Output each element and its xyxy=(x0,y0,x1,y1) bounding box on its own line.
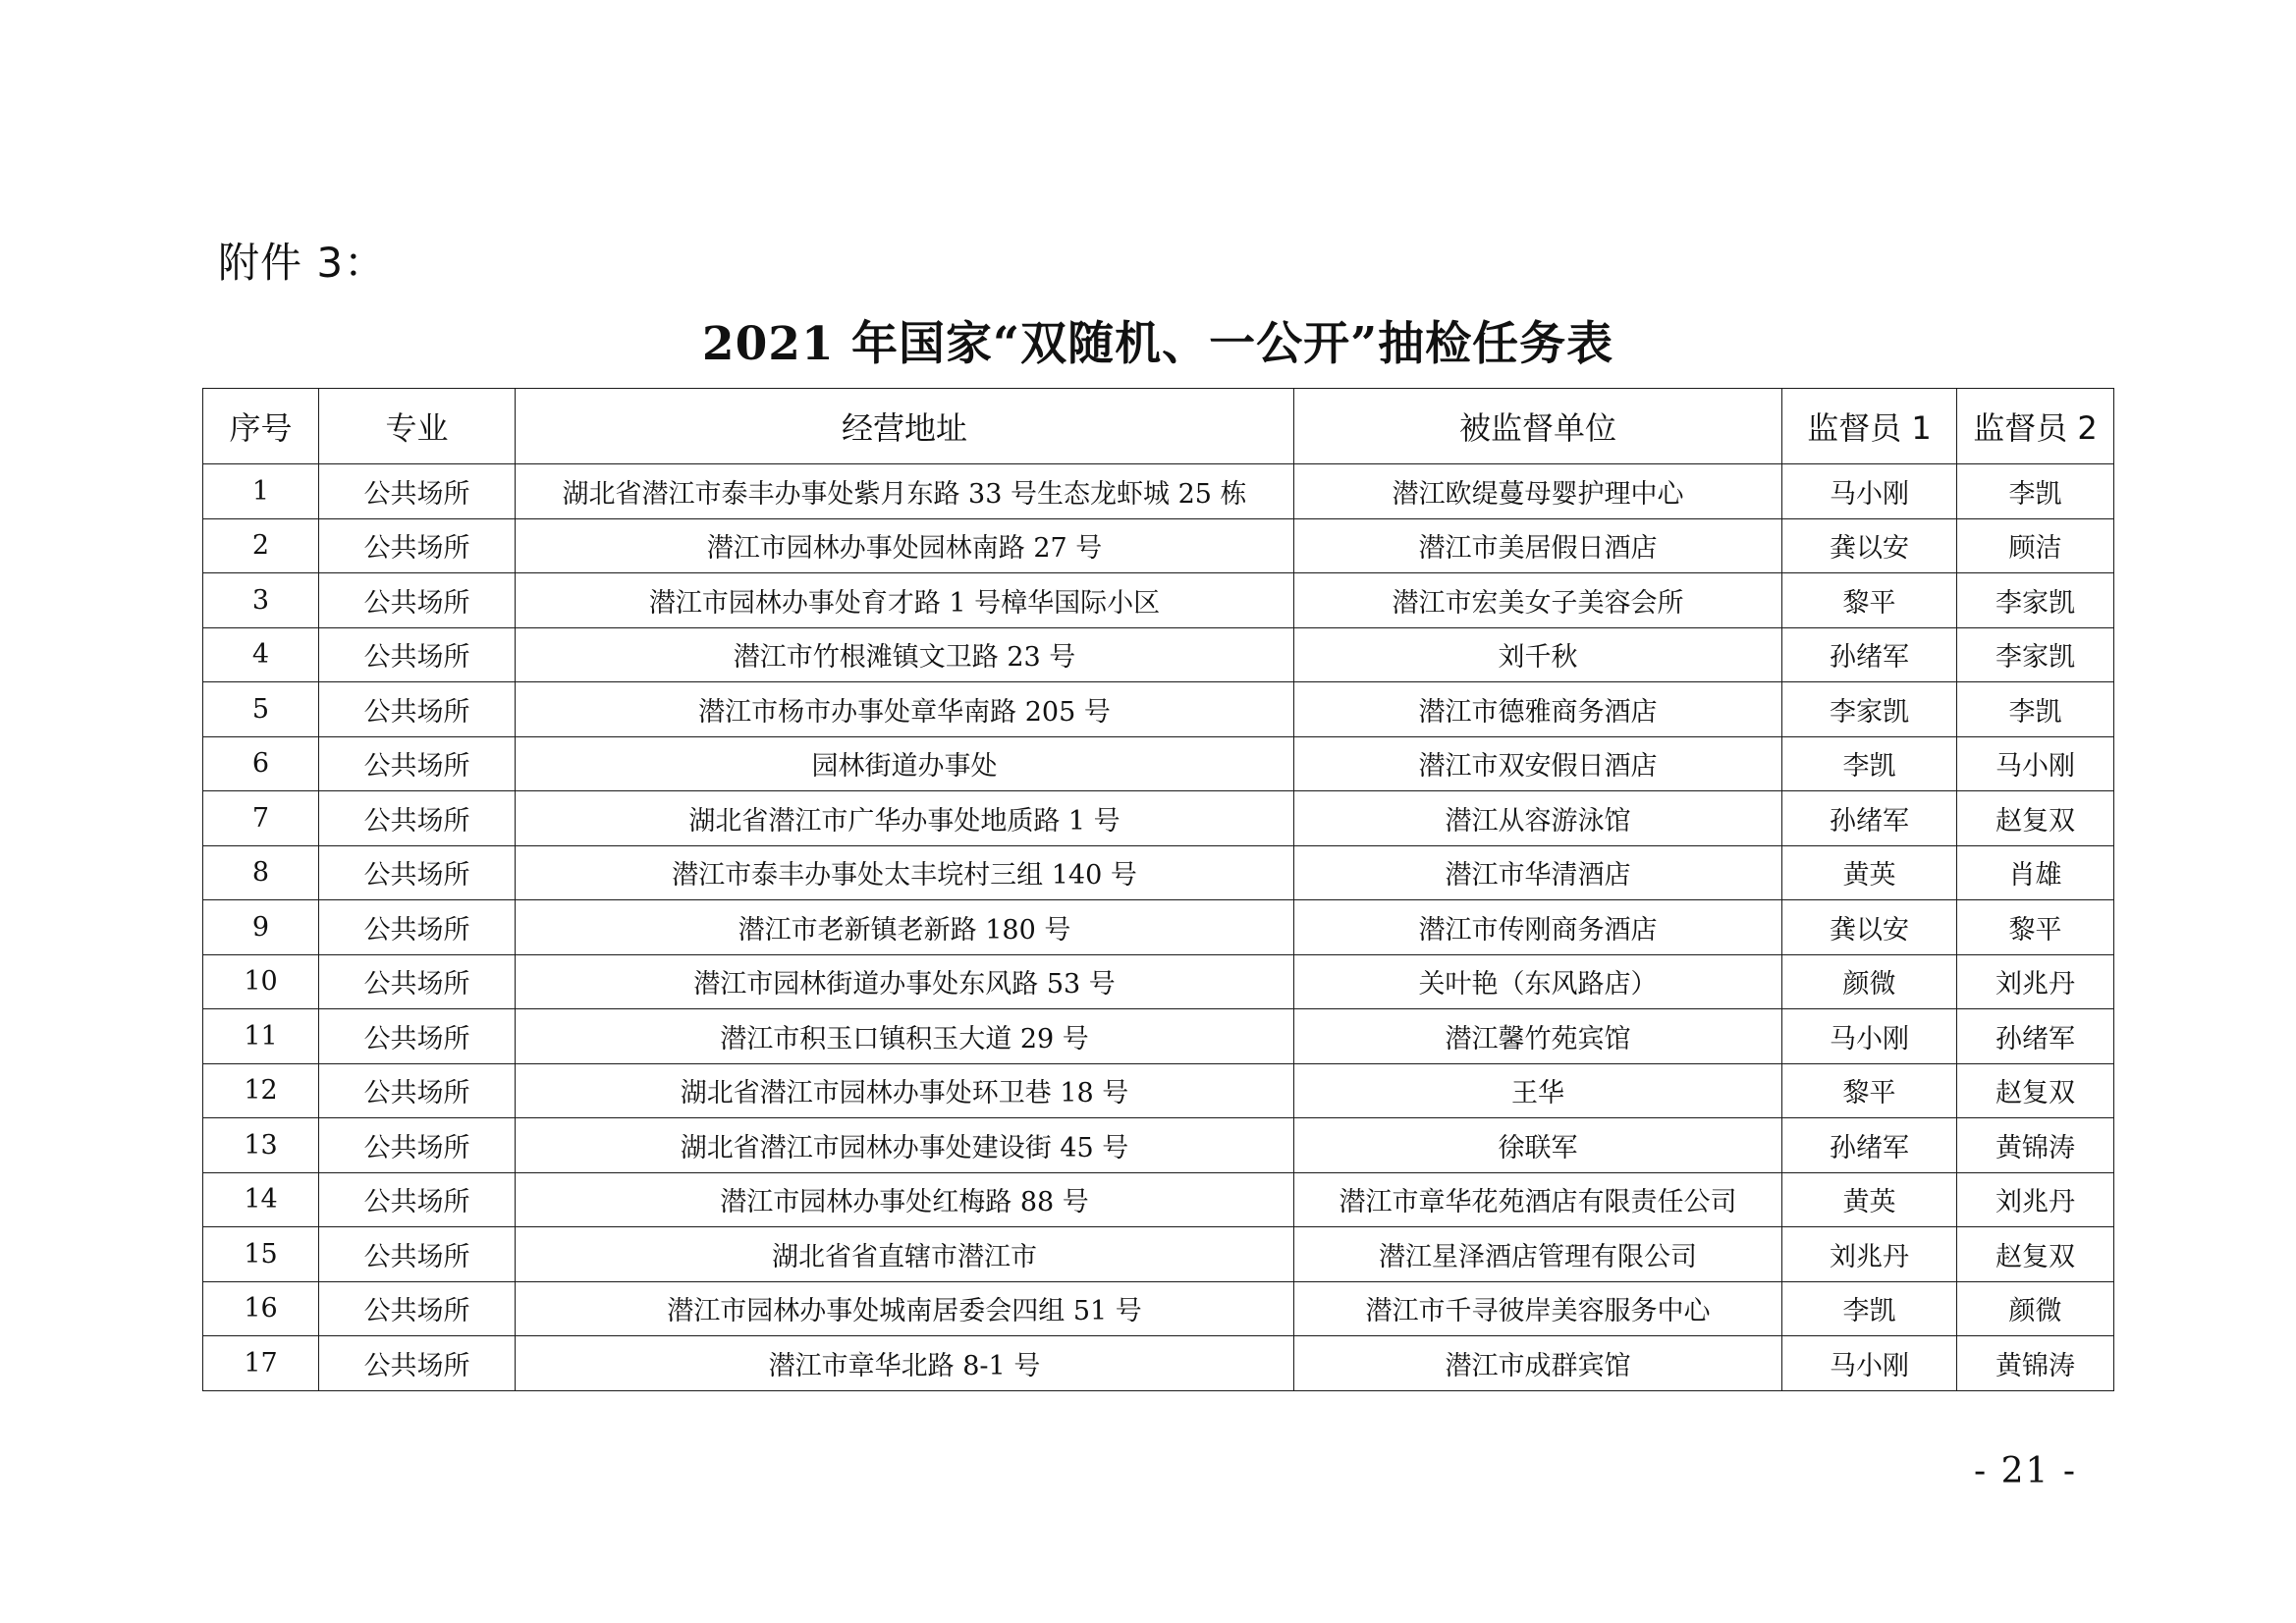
inspector-1-cell: 黄英 xyxy=(1782,1172,1957,1227)
specialty-cell: 公共场所 xyxy=(319,1063,516,1118)
supervised-unit-cell: 潜江市宏美女子美容会所 xyxy=(1294,573,1782,628)
inspector-2-cell: 黄锦涛 xyxy=(1957,1336,2114,1391)
table-row xyxy=(203,518,2114,573)
specialty-cell: 公共场所 xyxy=(319,464,516,519)
header-specialty: 专业 xyxy=(319,389,516,464)
table-row xyxy=(203,1281,2114,1336)
specialty-cell: 公共场所 xyxy=(319,791,516,846)
address-cell: 潜江市园林办事处育才路 1 号樟华国际小区 xyxy=(516,573,1294,628)
table-row xyxy=(203,954,2114,1009)
page-number: - 21 - xyxy=(1974,1451,2078,1491)
table-header xyxy=(203,389,2114,464)
specialty-cell: 公共场所 xyxy=(319,1118,516,1173)
inspector-2-cell: 顾洁 xyxy=(1957,518,2114,573)
header-row xyxy=(203,389,2114,464)
address-cell: 潜江市章华北路 8-1 号 xyxy=(516,1336,1294,1391)
address-cell: 潜江市园林街道办事处东风路 53 号 xyxy=(516,954,1294,1009)
inspector-1-cell: 孙绪军 xyxy=(1782,1118,1957,1173)
address-cell: 潜江市园林办事处园林南路 27 号 xyxy=(516,518,1294,573)
inspector-2-cell: 马小刚 xyxy=(1957,736,2114,791)
row-index: 9 xyxy=(203,900,319,955)
table-row xyxy=(203,1009,2114,1064)
specialty-cell: 公共场所 xyxy=(319,627,516,682)
row-index: 15 xyxy=(203,1227,319,1282)
address-cell: 潜江市杨市办事处章华南路 205 号 xyxy=(516,682,1294,737)
document-title: 2021 年国家“双随机、一公开”抽检任务表 xyxy=(701,317,1614,371)
row-index: 4 xyxy=(203,627,319,682)
address-cell: 湖北省潜江市园林办事处环卫巷 18 号 xyxy=(516,1063,1294,1118)
row-index: 12 xyxy=(203,1063,319,1118)
specialty-cell: 公共场所 xyxy=(319,900,516,955)
header-address: 经营地址 xyxy=(516,389,1294,464)
specialty-cell: 公共场所 xyxy=(319,1227,516,1282)
supervised-unit-cell: 潜江星泽酒店管理有限公司 xyxy=(1294,1227,1782,1282)
inspector-1-cell: 龚以安 xyxy=(1782,518,1957,573)
supervised-unit-cell: 潜江从容游泳馆 xyxy=(1294,791,1782,846)
inspector-2-cell: 赵复双 xyxy=(1957,791,2114,846)
table-row xyxy=(203,1227,2114,1282)
table-row xyxy=(203,900,2114,955)
supervised-unit-cell: 刘千秋 xyxy=(1294,627,1782,682)
specialty-cell: 公共场所 xyxy=(319,1172,516,1227)
inspector-2-cell: 黄锦涛 xyxy=(1957,1118,2114,1173)
address-cell: 湖北省潜江市广华办事处地质路 1 号 xyxy=(516,791,1294,846)
inspector-2-cell: 颜微 xyxy=(1957,1281,2114,1336)
supervised-unit-cell: 潜江市传刚商务酒店 xyxy=(1294,900,1782,955)
table-row xyxy=(203,736,2114,791)
row-index: 13 xyxy=(203,1118,319,1173)
inspector-1-cell: 黄英 xyxy=(1782,845,1957,900)
inspector-2-cell: 刘兆丹 xyxy=(1957,954,2114,1009)
address-cell: 潜江市积玉口镇积玉大道 29 号 xyxy=(516,1009,1294,1064)
supervised-unit-cell: 潜江市华清酒店 xyxy=(1294,845,1782,900)
table-row xyxy=(203,573,2114,628)
inspector-1-cell: 李家凯 xyxy=(1782,682,1957,737)
specialty-cell: 公共场所 xyxy=(319,1336,516,1391)
inspector-2-cell: 赵复双 xyxy=(1957,1063,2114,1118)
task-table xyxy=(202,388,2114,1391)
supervised-unit-cell: 徐联军 xyxy=(1294,1118,1782,1173)
supervised-unit-cell: 潜江市章华花苑酒店有限责任公司 xyxy=(1294,1172,1782,1227)
table-row xyxy=(203,1118,2114,1173)
supervised-unit-cell: 关叶艳（东风路店） xyxy=(1294,954,1782,1009)
supervised-unit-cell: 潜江市双安假日酒店 xyxy=(1294,736,1782,791)
address-cell: 湖北省潜江市泰丰办事处紫月东路 33 号生态龙虾城 25 栋 xyxy=(516,464,1294,519)
row-index: 8 xyxy=(203,845,319,900)
specialty-cell: 公共场所 xyxy=(319,954,516,1009)
inspector-1-cell: 李凯 xyxy=(1782,736,1957,791)
row-index: 16 xyxy=(203,1281,319,1336)
supervised-unit-cell: 王华 xyxy=(1294,1063,1782,1118)
table-row xyxy=(203,627,2114,682)
inspector-1-cell: 孙绪军 xyxy=(1782,791,1957,846)
specialty-cell: 公共场所 xyxy=(319,682,516,737)
row-index: 11 xyxy=(203,1009,319,1064)
inspector-2-cell: 黎平 xyxy=(1957,900,2114,955)
inspector-1-cell: 孙绪军 xyxy=(1782,627,1957,682)
header-supervised-unit: 被监督单位 xyxy=(1294,389,1782,464)
header-inspector-2: 监督员 2 xyxy=(1957,389,2114,464)
inspector-1-cell: 李凯 xyxy=(1782,1281,1957,1336)
header-inspector-1: 监督员 1 xyxy=(1782,389,1957,464)
supervised-unit-cell: 潜江市德雅商务酒店 xyxy=(1294,682,1782,737)
row-index: 3 xyxy=(203,573,319,628)
supervised-unit-cell: 潜江市美居假日酒店 xyxy=(1294,518,1782,573)
inspector-2-cell: 李凯 xyxy=(1957,682,2114,737)
address-cell: 园林街道办事处 xyxy=(516,736,1294,791)
specialty-cell: 公共场所 xyxy=(319,518,516,573)
specialty-cell: 公共场所 xyxy=(319,845,516,900)
address-cell: 潜江市老新镇老新路 180 号 xyxy=(516,900,1294,955)
table-row xyxy=(203,845,2114,900)
row-index: 14 xyxy=(203,1172,319,1227)
address-cell: 潜江市竹根滩镇文卫路 23 号 xyxy=(516,627,1294,682)
table-row xyxy=(203,1063,2114,1118)
inspector-1-cell: 龚以安 xyxy=(1782,900,1957,955)
inspector-2-cell: 肖雄 xyxy=(1957,845,2114,900)
supervised-unit-cell: 潜江市千寻彼岸美容服务中心 xyxy=(1294,1281,1782,1336)
row-index: 2 xyxy=(203,518,319,573)
inspector-1-cell: 刘兆丹 xyxy=(1782,1227,1957,1282)
address-cell: 潜江市泰丰办事处太丰垸村三组 140 号 xyxy=(516,845,1294,900)
inspector-2-cell: 刘兆丹 xyxy=(1957,1172,2114,1227)
specialty-cell: 公共场所 xyxy=(319,573,516,628)
inspector-1-cell: 黎平 xyxy=(1782,573,1957,628)
supervised-unit-cell: 潜江市成群宾馆 xyxy=(1294,1336,1782,1391)
attachment-label: 附件 3： xyxy=(218,239,387,287)
row-index: 10 xyxy=(203,954,319,1009)
table-row xyxy=(203,1172,2114,1227)
address-cell: 湖北省省直辖市潜江市 xyxy=(516,1227,1294,1282)
table-row xyxy=(203,464,2114,519)
row-index: 1 xyxy=(203,464,319,519)
specialty-cell: 公共场所 xyxy=(319,736,516,791)
supervised-unit-cell: 潜江馨竹苑宾馆 xyxy=(1294,1009,1782,1064)
row-index: 17 xyxy=(203,1336,319,1391)
inspector-1-cell: 马小刚 xyxy=(1782,464,1957,519)
inspector-1-cell: 黎平 xyxy=(1782,1063,1957,1118)
table-body xyxy=(203,464,2114,1391)
table-row xyxy=(203,1336,2114,1391)
header-index: 序号 xyxy=(203,389,319,464)
inspector-1-cell: 颜微 xyxy=(1782,954,1957,1009)
inspector-2-cell: 李家凯 xyxy=(1957,573,2114,628)
address-cell: 湖北省潜江市园林办事处建设街 45 号 xyxy=(516,1118,1294,1173)
address-cell: 潜江市园林办事处红梅路 88 号 xyxy=(516,1172,1294,1227)
inspector-2-cell: 赵复双 xyxy=(1957,1227,2114,1282)
table-row xyxy=(203,791,2114,846)
row-index: 5 xyxy=(203,682,319,737)
address-cell: 潜江市园林办事处城南居委会四组 51 号 xyxy=(516,1281,1294,1336)
specialty-cell: 公共场所 xyxy=(319,1009,516,1064)
inspector-1-cell: 马小刚 xyxy=(1782,1009,1957,1064)
row-index: 7 xyxy=(203,791,319,846)
table-row xyxy=(203,682,2114,737)
inspector-2-cell: 李家凯 xyxy=(1957,627,2114,682)
specialty-cell: 公共场所 xyxy=(319,1281,516,1336)
supervised-unit-cell: 潜江欧缇蔓母婴护理中心 xyxy=(1294,464,1782,519)
inspector-1-cell: 马小刚 xyxy=(1782,1336,1957,1391)
row-index: 6 xyxy=(203,736,319,791)
inspector-2-cell: 孙绪军 xyxy=(1957,1009,2114,1064)
inspector-2-cell: 李凯 xyxy=(1957,464,2114,519)
